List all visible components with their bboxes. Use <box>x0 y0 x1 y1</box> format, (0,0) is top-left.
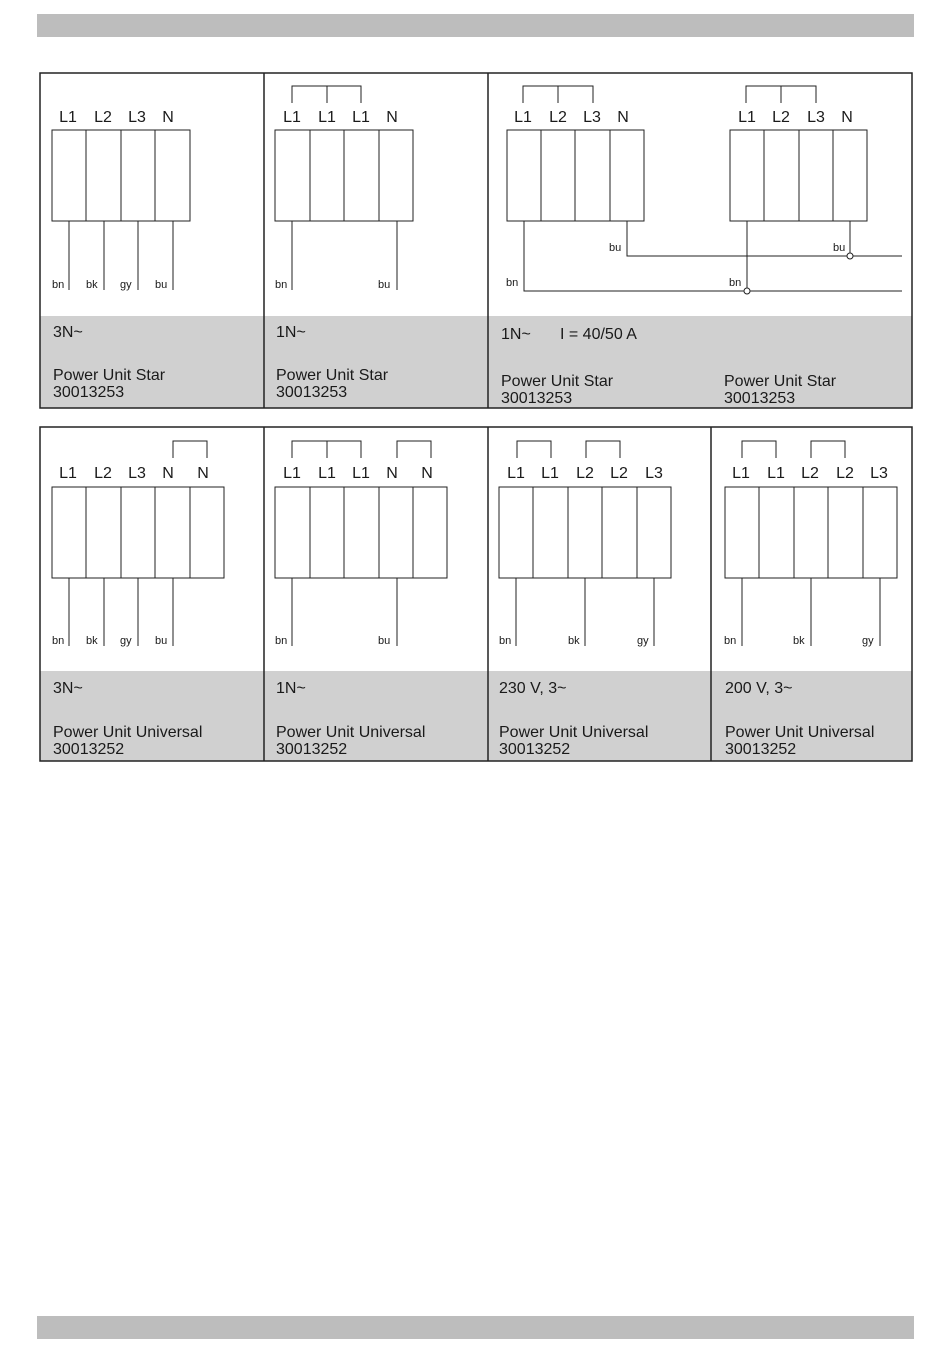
terminal-label: L3 <box>583 109 601 126</box>
unit-name: Power Unit Universal <box>499 724 649 741</box>
current-label: I = 40/50 A <box>560 326 637 343</box>
terminal-block <box>725 487 897 578</box>
unit-name: Power Unit Universal <box>53 724 203 741</box>
jumper <box>811 441 845 458</box>
terminal-label: L2 <box>549 109 567 126</box>
wire-label: gy <box>120 279 132 291</box>
supply-label: 3N~ <box>53 324 83 341</box>
terminal-label: L2 <box>801 465 819 482</box>
jumper <box>742 441 776 458</box>
terminal-label: N <box>386 109 398 126</box>
wire-label: bu <box>378 279 391 291</box>
part-number: 30013252 <box>276 741 348 758</box>
wire-label: bk <box>793 635 805 647</box>
terminal-label: L1 <box>732 465 750 482</box>
part-number: 30013252 <box>499 741 571 758</box>
part-number: 30013253 <box>53 384 125 401</box>
jumper <box>586 441 620 458</box>
wire-label: bu <box>378 635 391 647</box>
wire-label: bn <box>729 277 742 289</box>
supply-label: 230 V, 3~ <box>499 680 567 697</box>
supply-label: 200 V, 3~ <box>725 680 793 697</box>
terminal-label: L2 <box>610 465 628 482</box>
terminal-block <box>499 487 671 578</box>
terminal-label: N <box>617 109 629 126</box>
part-number: 30013252 <box>53 741 125 758</box>
terminal-label: N <box>841 109 853 126</box>
junction-node <box>847 253 853 259</box>
unit-name: Power Unit Star <box>501 373 614 390</box>
unit-name: Power Unit Star <box>724 373 837 390</box>
terminal-label: L1 <box>59 465 77 482</box>
wire-label: bn <box>506 277 519 289</box>
terminal-label: L1 <box>738 109 756 126</box>
part-number: 30013253 <box>724 390 796 407</box>
terminal-block <box>275 487 447 578</box>
terminal-label: L1 <box>507 465 525 482</box>
wire-label: bu <box>833 242 846 254</box>
terminal-label: L1 <box>352 109 370 126</box>
wire-bu <box>627 221 902 256</box>
wire-label: bn <box>499 635 512 647</box>
terminal-label: L3 <box>870 465 888 482</box>
wire-label: bu <box>155 279 168 291</box>
wire-label: bu <box>155 635 168 647</box>
wire-label: bn <box>52 635 65 647</box>
wire-label: bn <box>275 635 288 647</box>
part-number: 30013253 <box>501 390 573 407</box>
terminal-label: L1 <box>541 465 559 482</box>
part-number: 30013252 <box>725 741 797 758</box>
terminal-label: L1 <box>514 109 532 126</box>
terminal-label: L2 <box>772 109 790 126</box>
terminal-block <box>52 487 224 578</box>
unit-name: Power Unit Star <box>276 367 389 384</box>
wire-label: bn <box>724 635 737 647</box>
terminal-label: L1 <box>283 465 301 482</box>
wire-label: bk <box>86 635 98 647</box>
terminal-label: L3 <box>128 109 146 126</box>
wire-label: gy <box>120 635 132 647</box>
wire-label: bn <box>52 279 65 291</box>
wire-label: bk <box>568 635 580 647</box>
terminal-label: L1 <box>352 465 370 482</box>
jumper <box>173 441 207 458</box>
supply-label: 1N~ <box>276 324 306 341</box>
unit-name: Power Unit Universal <box>276 724 426 741</box>
terminal-label: L2 <box>94 109 112 126</box>
supply-label: 3N~ <box>53 680 83 697</box>
supply-label: 1N~ <box>276 680 306 697</box>
terminal-label: L2 <box>836 465 854 482</box>
jumper <box>292 441 361 458</box>
jumper <box>397 441 431 458</box>
terminal-label: N <box>386 465 398 482</box>
unit-name: Power Unit Universal <box>725 724 875 741</box>
junction-node <box>744 288 750 294</box>
terminal-label: L3 <box>128 465 146 482</box>
wire-label: gy <box>862 635 874 647</box>
terminal-label: N <box>421 465 433 482</box>
unit-name: Power Unit Star <box>53 367 166 384</box>
terminal-label: L1 <box>59 109 77 126</box>
terminal-label: L2 <box>576 465 594 482</box>
terminal-label: N <box>162 465 174 482</box>
terminal-label: L1 <box>318 109 336 126</box>
terminal-label: N <box>197 465 209 482</box>
terminal-label: L3 <box>645 465 663 482</box>
terminal-label: N <box>162 109 174 126</box>
terminal-label: L3 <box>807 109 825 126</box>
jumper <box>746 86 816 103</box>
wire-label: bn <box>275 279 288 291</box>
part-number: 30013253 <box>276 384 348 401</box>
jumper <box>517 441 551 458</box>
wire-label: bk <box>86 279 98 291</box>
jumper <box>292 86 361 103</box>
wire-label: bu <box>609 242 622 254</box>
wire-label: gy <box>637 635 649 647</box>
supply-label: 1N~ <box>501 326 531 343</box>
terminal-label: L1 <box>318 465 336 482</box>
terminal-label: L2 <box>94 465 112 482</box>
terminal-label: L1 <box>283 109 301 126</box>
terminal-label: L1 <box>767 465 785 482</box>
jumper <box>523 86 593 103</box>
